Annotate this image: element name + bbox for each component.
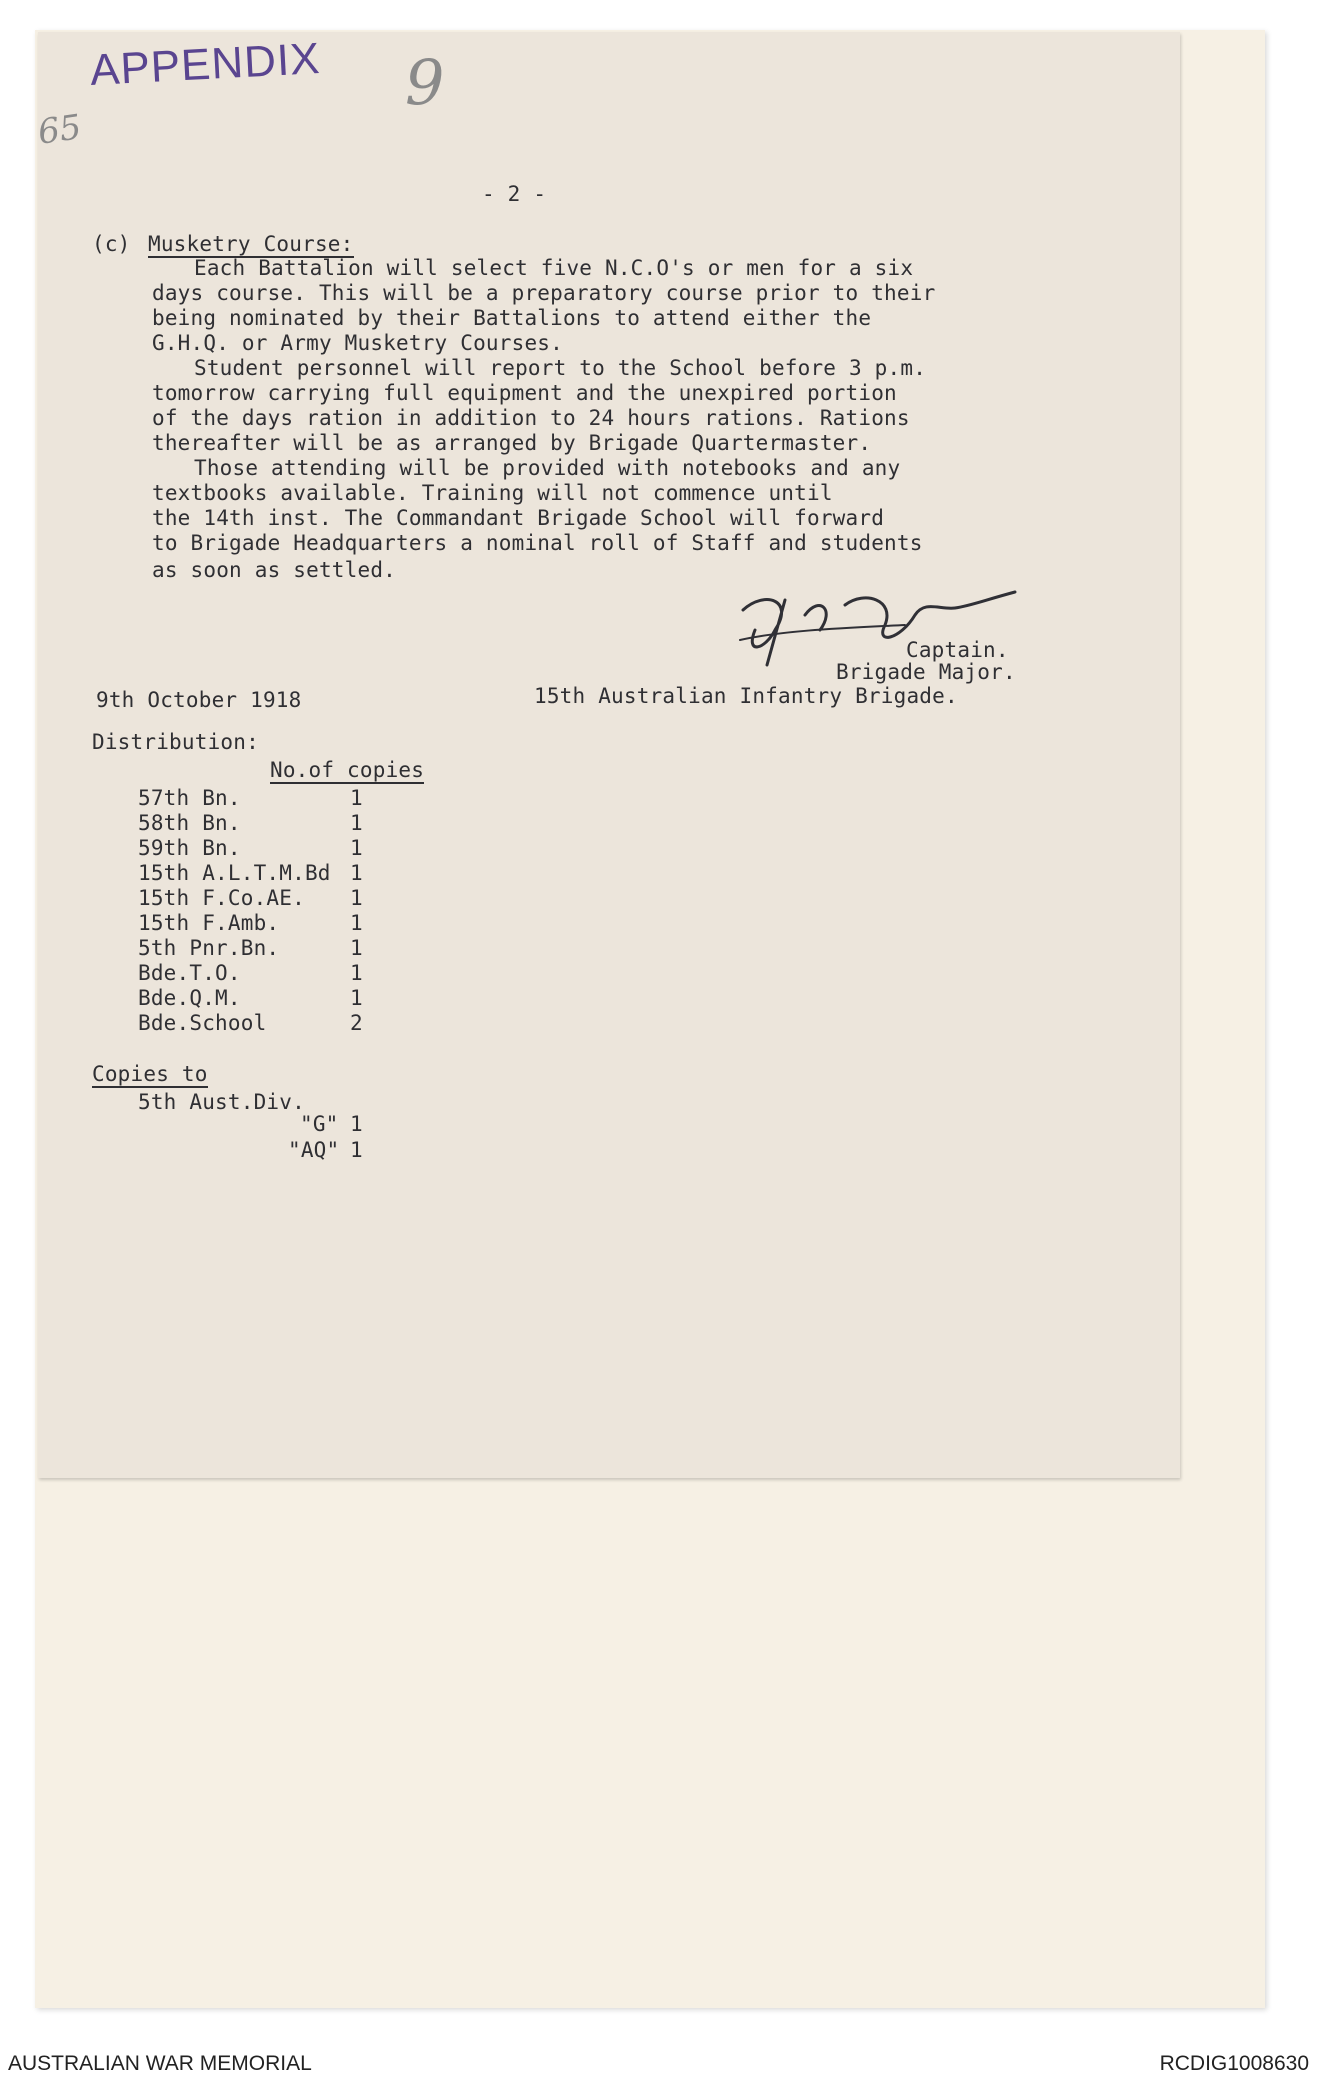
- distribution-label: Distribution:: [92, 730, 259, 754]
- signatory-appointment: Brigade Major.: [836, 660, 1016, 684]
- distribution-unit: 15th A.L.T.M.Bd: [138, 861, 331, 885]
- distribution-copies: 1: [350, 911, 363, 935]
- distribution-unit: 59th Bn.: [138, 836, 241, 860]
- footer-record-id: RCDIG1008630: [1159, 2052, 1309, 2075]
- distribution-copies: 1: [350, 936, 363, 960]
- body-line: to Brigade Headquarters a nominal roll of Staff and students: [152, 531, 923, 555]
- distribution-unit: 15th F.Co.AE.: [138, 886, 305, 910]
- body-line: being nominated by their Battalions to attend either the: [152, 306, 872, 330]
- copies-to-branch: "AQ": [288, 1138, 340, 1162]
- copies-to-division: 5th Aust.Div.: [138, 1090, 305, 1114]
- signatory-rank: Captain.: [906, 638, 1009, 662]
- body-line: Each Battalion will select five N.C.O's or men for a six: [194, 256, 914, 280]
- distribution-unit: Bde.T.O.: [138, 961, 241, 985]
- distribution-copies: 2: [350, 1011, 363, 1035]
- body-line: the 14th inst. The Commandant Brigade School will forward: [152, 506, 885, 530]
- distribution-unit: Bde.Q.M.: [138, 986, 241, 1010]
- distribution-copies: 1: [350, 861, 363, 885]
- distribution-unit: Bde.School: [138, 1011, 267, 1035]
- body-line: of the days ration in addition to 24 hours rations. Rations: [152, 406, 910, 430]
- body-line: as soon as settled.: [152, 558, 397, 582]
- distribution-copies: 1: [350, 886, 363, 910]
- distribution-copies: 1: [350, 961, 363, 985]
- distribution-unit: 58th Bn.: [138, 811, 241, 835]
- pencil-folio: 65: [35, 107, 84, 153]
- body-line: days course. This will be a preparatory course prior to their: [152, 281, 936, 305]
- body-line: G.H.Q. or Army Musketry Courses.: [152, 331, 563, 355]
- body-line: tomorrow carrying full equipment and the unexpired portion: [152, 381, 897, 405]
- body-line: Student personnel will report to the School before 3 p.m.: [194, 356, 927, 380]
- distribution-copies: 1: [350, 836, 363, 860]
- body-line: textbooks available. Training will not commence until: [152, 481, 833, 505]
- distribution-unit: 15th F.Amb.: [138, 911, 280, 935]
- footer-archive-name: AUSTRALIAN WAR MEMORIAL: [8, 2052, 312, 2075]
- copies-to-label: Copies to: [92, 1062, 208, 1086]
- copies-header: No.of copies: [270, 758, 425, 782]
- copies-to-copies: 1: [350, 1112, 363, 1136]
- section-label: (c): [92, 232, 131, 256]
- distribution-unit: 57th Bn.: [138, 786, 241, 810]
- copies-to-branch: "G": [300, 1112, 339, 1136]
- page-number: - 2 -: [482, 182, 547, 206]
- pencil-number: 9: [405, 46, 445, 119]
- distribution-copies: 1: [350, 811, 363, 835]
- section-heading: Musketry Course:: [148, 232, 354, 256]
- copies-to-copies: 1: [350, 1138, 363, 1162]
- issuing-unit: 15th Australian Infantry Brigade.: [534, 684, 958, 708]
- appendix-stamp: APPENDIX: [88, 34, 322, 95]
- document-date: 9th October 1918: [96, 688, 302, 712]
- body-line: Those attending will be provided with notebooks and any: [194, 456, 901, 480]
- distribution-unit: 5th Pnr.Bn.: [138, 936, 280, 960]
- body-line: thereafter will be as arranged by Brigade Quartermaster.: [152, 431, 872, 455]
- distribution-copies: 1: [350, 786, 363, 810]
- distribution-copies: 1: [350, 986, 363, 1010]
